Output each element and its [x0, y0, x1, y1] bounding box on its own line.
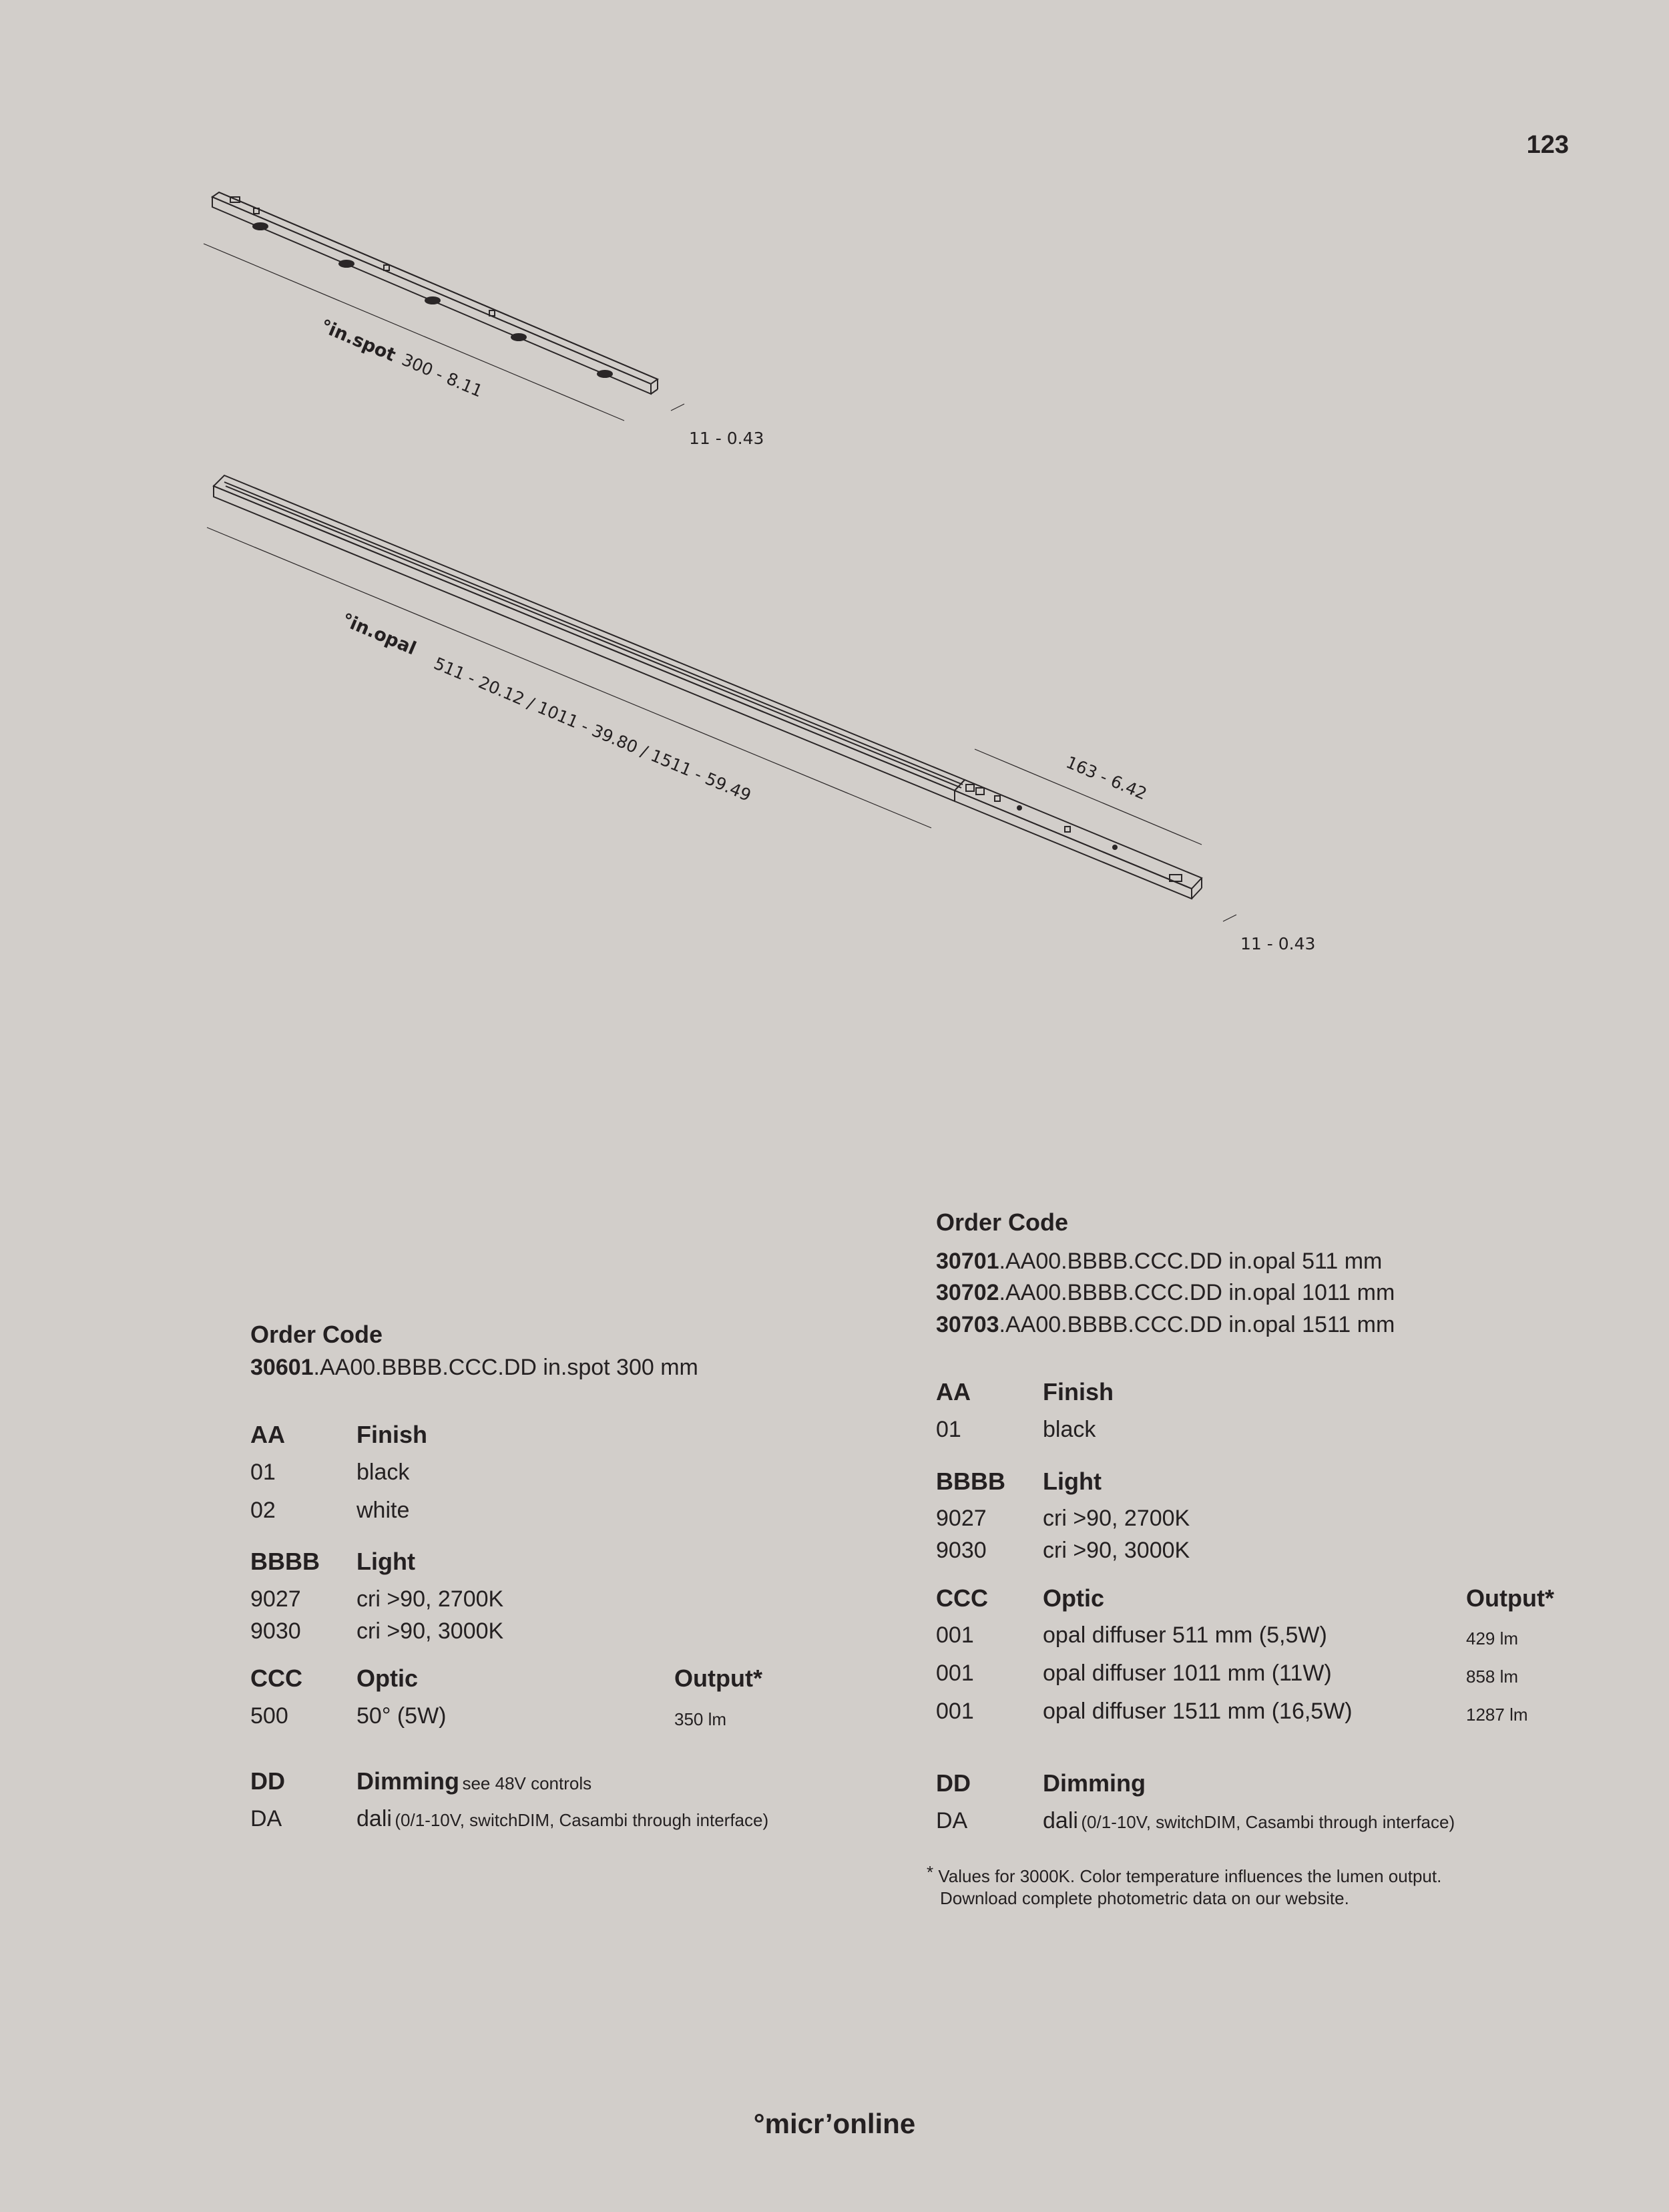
opal-name-label: °in.opal — [338, 609, 419, 660]
spot-ccc-code-1: 500 — [250, 1703, 288, 1729]
opal-ccc-value-2: opal diffuser 1011 mm (11W) — [1043, 1661, 1332, 1686]
spot-dd-note-1: (0/1-10V, switchDIM, Casambi through interface) — [395, 1810, 769, 1830]
spot-bbbb-code-2: 9030 — [250, 1618, 301, 1644]
opal-bbbb-value-2: cri >90, 3000K — [1043, 1538, 1190, 1563]
opal-dd-note-1: (0/1-10V, switchDIM, Casambi through interface) — [1081, 1812, 1455, 1832]
opal-order-code-1 — [936, 1245, 1382, 1277]
spot-ccc-output-title: Output* — [674, 1665, 762, 1692]
opal-ccc-title: Optic — [1043, 1584, 1105, 1612]
footnote-mark: * — [927, 1862, 934, 1882]
footnote-line-1: Values for 3000K. Color temperature influences the lumen output. — [938, 1866, 1442, 1886]
opal-end-length-label: 163 - 6.42 — [1063, 752, 1150, 804]
opal-ccc-code-3: 001 — [936, 1699, 974, 1724]
opal-code-rest-2: .AA00.BBBB.CCC.DD in.opal 1011 mm — [999, 1280, 1395, 1305]
spot-aa-value-1: black — [356, 1460, 410, 1485]
opal-code-rest-3: .AA00.BBBB.CCC.DD in.opal 1511 mm — [999, 1312, 1395, 1337]
spot-ccc-output-1: 350 lm — [674, 1709, 727, 1729]
spot-code-rest: .AA00.BBBB.CCC.DD in.spot 300 mm — [313, 1355, 698, 1380]
spot-aa-value-2: white — [356, 1498, 410, 1523]
opal-bbbb-code-2: 9030 — [936, 1538, 987, 1563]
opal-ccc-code-2: 001 — [936, 1661, 974, 1686]
spot-bbbb-code-1: 9027 — [250, 1586, 301, 1612]
opal-order-code-title: Order Code — [936, 1208, 1069, 1236]
opal-dd-value-row — [1043, 1808, 1455, 1834]
opal-width-label: 11 - 0.43 — [1240, 934, 1316, 953]
opal-dd-key: DD — [936, 1769, 971, 1797]
spot-ccc-title: Optic — [356, 1665, 419, 1692]
spot-name-label: °in.spot — [317, 315, 399, 366]
spot-code-bold: 30601 — [250, 1355, 314, 1380]
opal-bbbb-value-1: cri >90, 2700K — [1043, 1506, 1190, 1531]
opal-luminaire-drawing — [207, 475, 1236, 921]
opal-ccc-output-1: 429 lm — [1466, 1628, 1519, 1648]
opal-code-bold-1: 30701 — [936, 1249, 999, 1274]
spot-order-code-title: Order Code — [250, 1321, 383, 1348]
opal-code-bold-3: 30703 — [936, 1312, 999, 1337]
spot-ccc-value-1: 50° (5W) — [356, 1703, 447, 1729]
opal-aa-value-1: black — [1043, 1417, 1096, 1442]
opal-ccc-output-3: 1287 lm — [1466, 1705, 1528, 1725]
opal-dd-code-1: DA — [936, 1808, 968, 1833]
spot-aa-code-1: 01 — [250, 1460, 276, 1485]
spot-length-label: 300 - 8.11 — [399, 349, 486, 401]
opal-aa-key: AA — [936, 1378, 971, 1405]
spot-dd-code-1: DA — [250, 1806, 282, 1831]
opal-ccc-value-3: opal diffuser 1511 mm (16,5W) — [1043, 1699, 1353, 1724]
page-number: 123 — [1526, 131, 1569, 159]
spot-dd-title-row — [356, 1767, 591, 1795]
spot-bbbb-title: Light — [356, 1548, 415, 1575]
footnote-line-2: Download complete photometric data on our website. — [940, 1888, 1349, 1908]
opal-bbbb-key: BBBB — [936, 1468, 1005, 1495]
spot-ccc-key: CCC — [250, 1665, 302, 1692]
opal-ccc-output-title: Output* — [1466, 1584, 1554, 1612]
opal-code-rest-1: .AA00.BBBB.CCC.DD in.opal 511 mm — [999, 1249, 1383, 1274]
spot-width-label: 11 - 0.43 — [689, 429, 764, 448]
spot-dd-key: DD — [250, 1767, 285, 1795]
spot-dd-value-row — [356, 1806, 768, 1832]
brand-logo-text: °micr’online — [753, 2108, 916, 2139]
opal-code-bold-2: 30702 — [936, 1280, 999, 1305]
spot-aa-title: Finish — [356, 1421, 427, 1448]
spot-dd-value-1: dali — [356, 1806, 392, 1831]
spot-aa-key: AA — [250, 1421, 285, 1448]
opal-order-code-2 — [936, 1277, 1395, 1309]
opal-dd-title: Dimming — [1043, 1769, 1146, 1797]
opal-aa-code-1: 01 — [936, 1417, 961, 1442]
opal-bbbb-title: Light — [1043, 1468, 1102, 1495]
spot-bbbb-value-2: cri >90, 3000K — [356, 1618, 504, 1644]
opal-order-code-3 — [936, 1309, 1395, 1341]
footnote — [927, 1861, 1441, 1910]
spot-dd-title: Dimming — [356, 1767, 460, 1795]
spot-dd-title-note: see 48V controls — [462, 1773, 592, 1793]
opal-dd-value-1: dali — [1043, 1808, 1078, 1833]
technical-drawings — [0, 0, 1669, 1002]
opal-lengths-label: 511 - 20.12 / 1011 - 39.80 / 1511 - 59.49 — [431, 653, 754, 805]
spot-bbbb-value-1: cri >90, 2700K — [356, 1586, 504, 1612]
opal-ccc-code-1: 001 — [936, 1622, 974, 1648]
spot-order-code — [250, 1351, 698, 1383]
opal-ccc-output-2: 858 lm — [1466, 1667, 1519, 1687]
spot-aa-code-2: 02 — [250, 1498, 276, 1523]
opal-bbbb-code-1: 9027 — [936, 1506, 987, 1531]
opal-ccc-key: CCC — [936, 1584, 988, 1612]
spot-bbbb-key: BBBB — [250, 1548, 320, 1575]
opal-ccc-value-1: opal diffuser 511 mm (5,5W) — [1043, 1622, 1327, 1648]
opal-aa-title: Finish — [1043, 1378, 1114, 1405]
